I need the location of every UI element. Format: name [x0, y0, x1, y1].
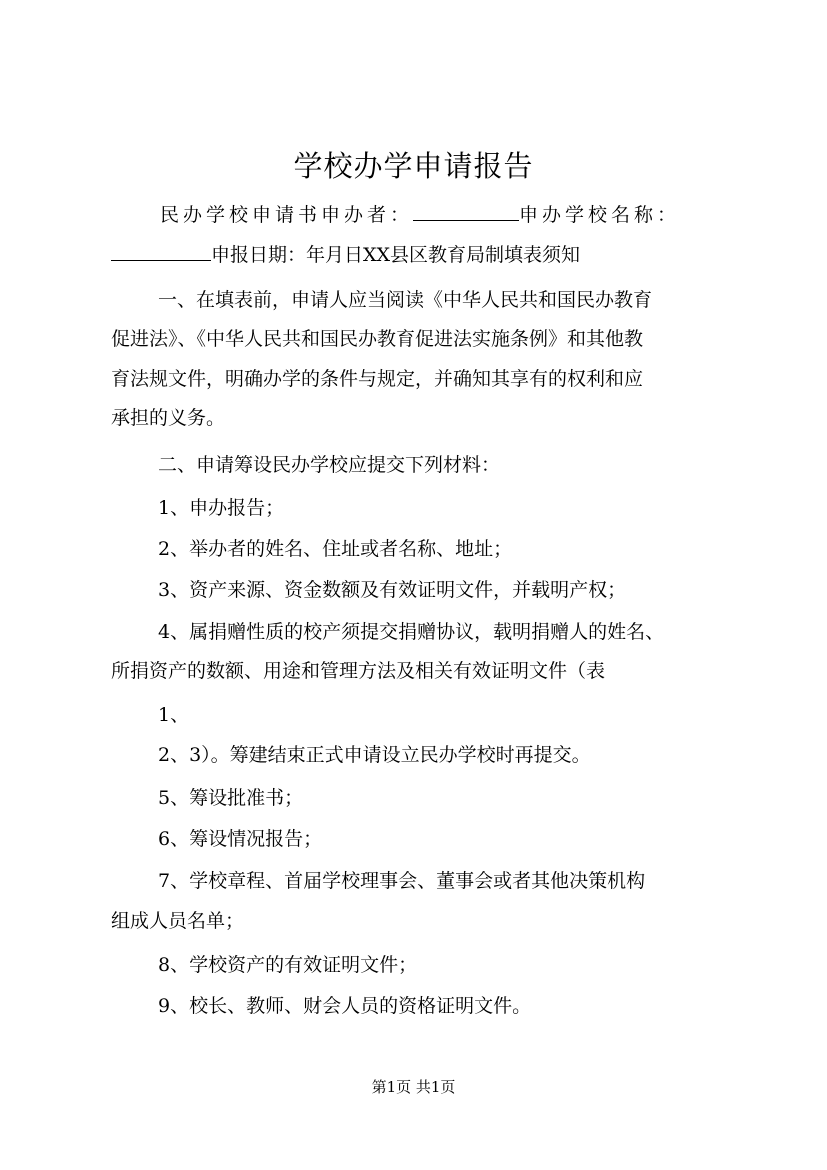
paragraph-1-line-1: 一、在填表前，申请人应当阅读《中华人民共和国民办教育: [158, 289, 653, 311]
applicant-blank: [413, 202, 519, 221]
list-item-7-line-1: 7、学校章程、首届学校理事会、董事会或者其他决策机构: [158, 870, 646, 892]
list-item-4-line-1: 4、属捐赠性质的校产须提交捐赠协议，载明捐赠人的姓名、: [158, 621, 665, 643]
paragraph-2: 二、申请筹设民办学校应提交下列材料：: [158, 454, 501, 476]
intro-line-1: [160, 200, 680, 230]
list-item-9: 9、校长、教师、财会人员的资格证明文件。: [158, 995, 532, 1017]
list-item-7-line-2: 组成人员名单；: [111, 910, 245, 932]
applicant-label: 民办学校申请书申办者：: [160, 204, 414, 226]
school-name-blank: [111, 242, 211, 261]
list-item-2: 2、举办者的姓名、住址或者名称、地址；: [158, 538, 513, 560]
list-item-3: 3、资产来源、资金数额及有效证明文件，并载明产权；: [158, 579, 627, 601]
list-item-4-line-2: 所捐资产的数额、用途和管理方法及相关有效证明文件（表: [111, 660, 606, 682]
paragraph-1-line-3: 育法规文件，明确办学的条件与规定，并确知其享有的权利和应: [111, 368, 644, 390]
intro-line-2: [111, 240, 580, 270]
paragraph-1-line-2: 促进法》、《中华人民共和国民办教育促进法实施条例》和其他教: [111, 328, 644, 350]
list-item-4-line-4: 2、3）。筹建结束正式申请设立民办学校时再提交。: [158, 744, 591, 766]
page-footer: 第1页 共1页: [371, 1078, 456, 1096]
declare-date-text: 申报日期：年月日XX县区教育局制填表须知: [211, 244, 581, 266]
list-item-4-line-3: 1、: [158, 704, 190, 726]
list-item-6: 6、筹设情况报告；: [158, 828, 323, 850]
list-item-1: 1、申办报告；: [158, 497, 285, 519]
school-name-label: 申办学校名称：: [519, 204, 681, 226]
list-item-5: 5、筹设批准书；: [158, 787, 304, 809]
list-item-8: 8、学校资产的有效证明文件；: [158, 954, 418, 976]
paragraph-1-line-4: 承担的义务。: [111, 407, 226, 429]
document-title: 学校办学申请报告: [293, 149, 534, 183]
